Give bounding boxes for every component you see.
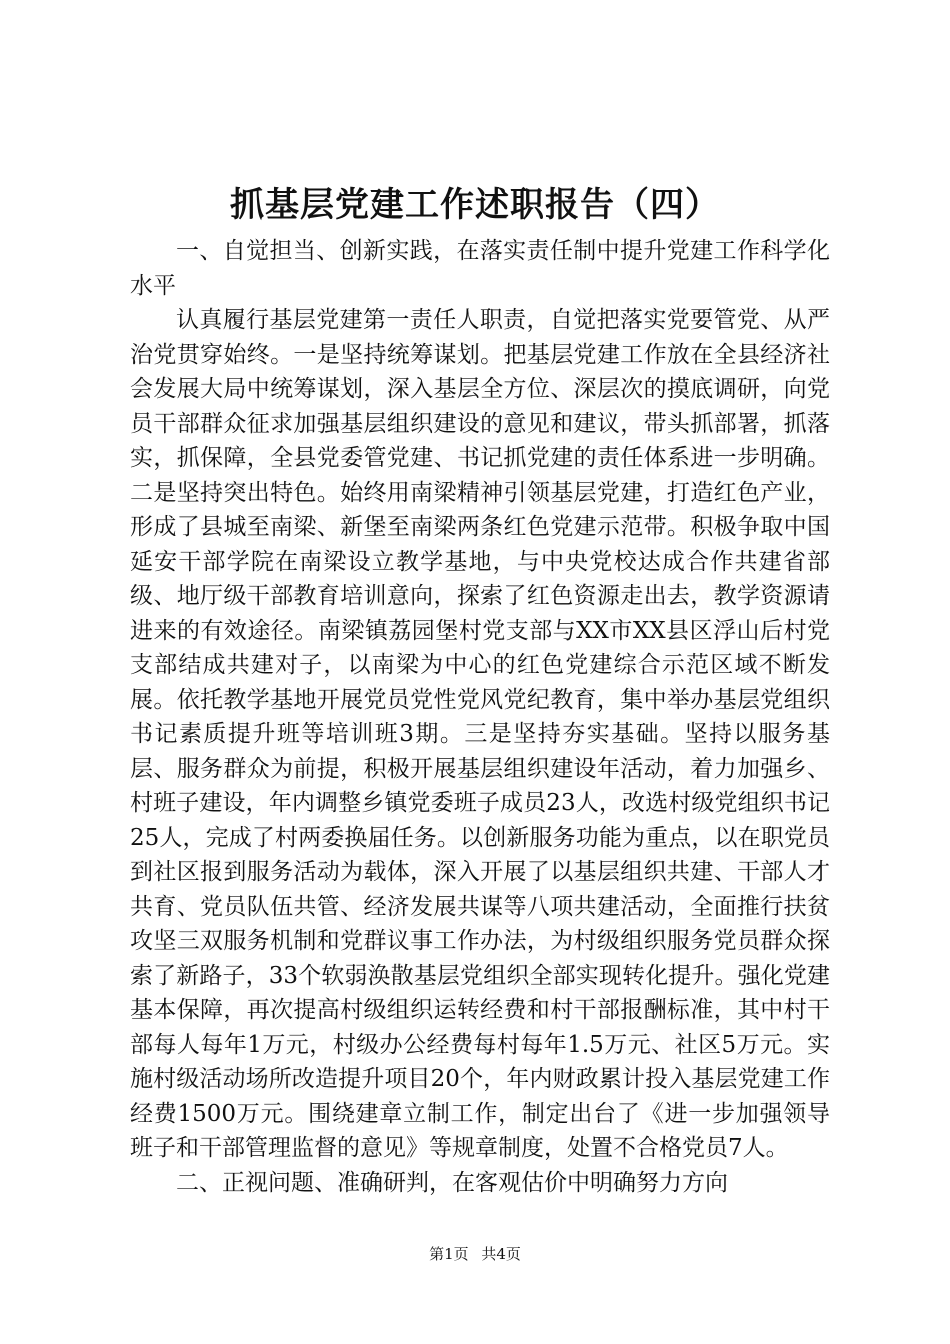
page-footer: [0, 1244, 950, 1264]
document-title: 抓基层党建工作述职报告（四）: [230, 185, 720, 225]
document-body: [130, 234, 830, 1200]
page-number: 第1页: [429, 1245, 469, 1263]
section-heading-1: 一、自觉担当、创新实践，在落实责任制中提升党建工作科学化水平: [130, 238, 830, 299]
section-heading-2: 二、正视问题、准确研判，在客观估价中明确努力方向: [176, 1169, 728, 1196]
body-paragraph: 认真履行基层党建第一责任人职责，自觉把落实党要管党、从严治党贯穿始终。一是坚持统筹谋划。把基层党建工作放在全县经济社会发展大局中统筹谋划，深入基层全方位、深层次的摸底调研，向党员干部群众征求加强基层组织建设的意见和建议，带头抓部署，抓落实，抓保障，全县党委管党建、书记抓党建的责任体系进一步明确。二是坚持突出特色。始终用南梁精神引领基层党建，打造红色产业，形成了县城至南梁、新堡至南梁两条红色党建示范带。积极争取中国延安干部学院在南梁设立教学基地，与中央党校达成合作共建省部级、地厅级干部教育培训意向，探索了红色资源走出去，教学资源请进来的有效途径。南梁镇荔园堡村党支部与XX市XX县区浮山后村党支部结成共建对子，以南梁为中心的红色党建综合示范区域不断发展。依托教学基地开展党员党性党风党纪教育，集中举办基层党组织书记素质提升班等培训班3期。三是坚持夯实基础。坚持以服务基层、服务群众为前提，积极开展基层组织建设年活动，着力加强乡、村班子建设，年内调整乡镇党委班子成员23人，改选村级党组织书记25人，完成了村两委换届任务。以创新服务功能为重点，以在职党员到社区报到服务活动为载体，深入开展了以基层组织共建、干部人才共育、党员队伍共管、经济发展共谋等八项共建活动，全面推行扶贫攻坚三双服务机制和党群议事工作办法，为村级组织服务党员群众探索了新路子，33个软弱涣散基层党组织全部实现转化提升。强化党建基本保障，再次提高村级组织运转经费和村干部报酬标准，其中村干部每人每年1万元，村级办公经费每村每年1.5万元、社区5万元。实施村级活动场所改造提升项目20个，年内财政累计投入基层党建工作经费1500万元。围绕建章立制工作，制定出台了《进一步加强领导班子和干部管理监督的意见》等规章制度，处置不合格党员7人。: [130, 307, 830, 1161]
page-total: 共4页: [481, 1245, 521, 1263]
